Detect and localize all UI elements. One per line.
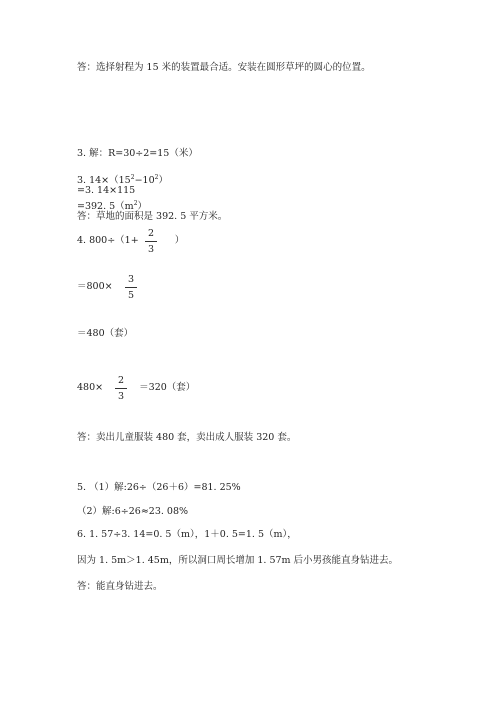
expr-part: 4. 800÷（1+ — [77, 235, 139, 246]
expr-part: ） — [137, 201, 148, 213]
expr-part: 3. 14×（15 — [77, 175, 131, 187]
expr-part: ） — [174, 235, 185, 246]
denominator: 5 — [127, 290, 135, 301]
q6-computation: 6. 1. 57÷3. 14=0. 5（m），1＋0. 5=1. 5（m）， — [77, 529, 297, 540]
expr-part: 480× — [77, 382, 104, 393]
q6-answer: 答：能直身钻进去。 — [77, 581, 163, 592]
denominator: 3 — [147, 244, 155, 255]
fraction-bar — [125, 287, 137, 288]
expr-part: =392. 5（m — [77, 201, 134, 213]
denominator: 3 — [117, 391, 125, 402]
fraction-two-thirds — [115, 375, 127, 402]
q3-step-product: =3. 14×115 — [77, 185, 136, 196]
fraction-bar — [115, 388, 127, 389]
exponent: 2 — [133, 200, 138, 207]
expr-part: −10 — [134, 175, 155, 187]
q5-part2: （2）解:6÷26≈23. 08% — [77, 506, 189, 517]
fraction-three-fifths — [125, 274, 137, 301]
q4-result-children: ＝480（套） — [77, 328, 134, 339]
q4-expression — [77, 235, 184, 247]
exponent: 2 — [130, 174, 135, 181]
expr-part: ） — [158, 175, 168, 187]
numerator: 2 — [117, 375, 125, 386]
q3-solution-radius: 3. 解：R=30÷2=15（米） — [77, 148, 198, 159]
expr-part: ＝320（套） — [139, 382, 196, 393]
q3-answer: 答：草地的面积是 392. 5 平方米。 — [77, 211, 228, 222]
fraction-bar — [145, 241, 157, 242]
numerator: 2 — [147, 228, 155, 239]
exponent: 2 — [154, 174, 159, 181]
q6-reason: 因为 1. 5m＞1. 45m，所以洞口周长增加 1. 57m 后小男孩能直身钻进去。 — [77, 555, 399, 566]
fraction-two-thirds — [145, 228, 157, 255]
q4-answer: 答：卖出儿童服装 480 套，卖出成人服装 320 套。 — [77, 432, 297, 443]
q4-adult-expression — [77, 382, 195, 394]
q4-step-multiply: ＝800× — [77, 281, 113, 292]
q5-part1: 5. （1）解:26÷（26＋6）=81. 25% — [77, 482, 241, 493]
numerator: 3 — [127, 274, 135, 285]
answer-line-sprinkler: 答：选择射程为 15 米的装置最合适。安装在圆形草坪的圆心的位置。 — [77, 62, 371, 73]
